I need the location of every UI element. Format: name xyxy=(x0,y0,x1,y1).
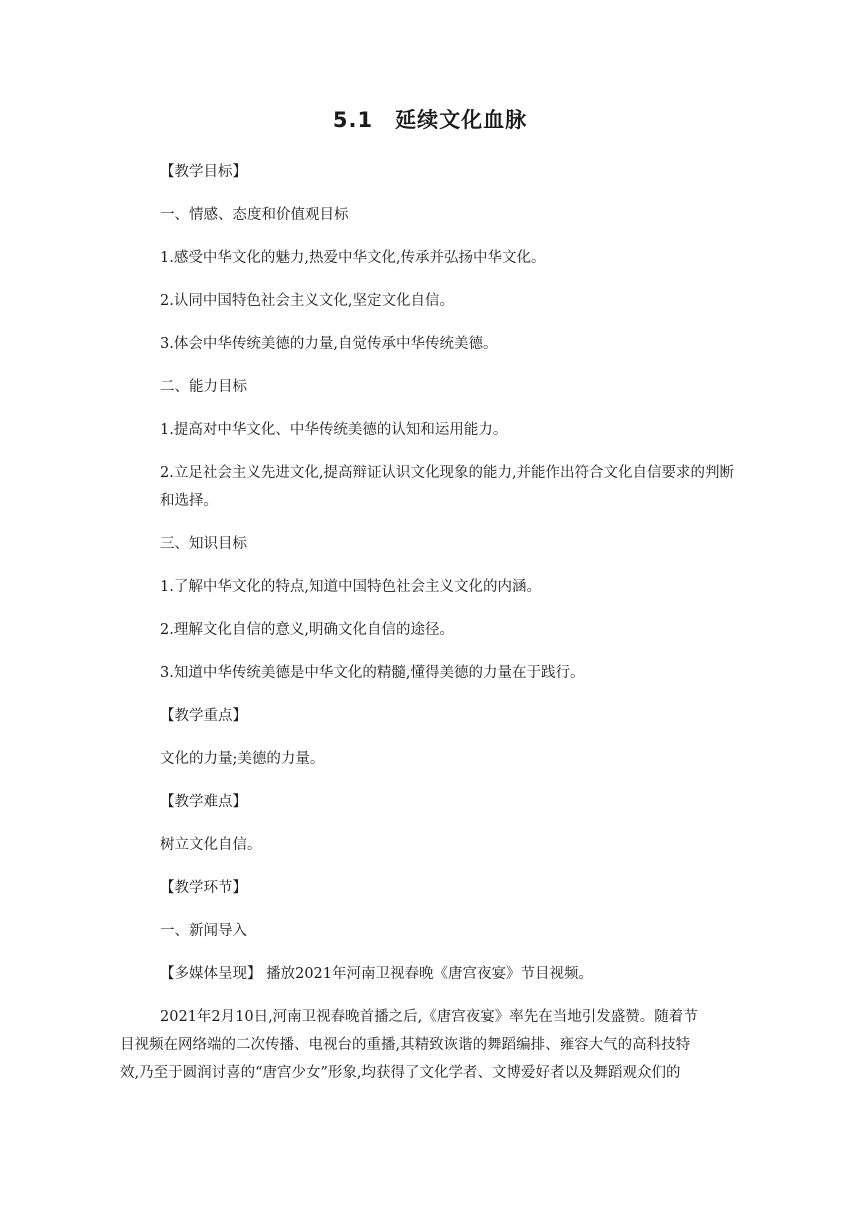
paragraph-wrap xyxy=(160,459,740,515)
section-heading-1: 一、情感、态度和价值观目标 xyxy=(160,207,349,223)
paragraph: 树立文化自信。 xyxy=(160,837,262,853)
title-text: 延续文化血脉 xyxy=(395,108,528,132)
document-body xyxy=(120,158,740,1102)
paragraph: 1.感受中华文化的魅力,热爱中华文化,传承并弘扬中华文化。 xyxy=(160,250,546,266)
section-heading-3: 三、知识目标 xyxy=(160,536,247,552)
paragraph: 1.提高对中华文化、中华传统美德的认知和运用能力。 xyxy=(160,422,508,438)
section-heading-2: 二、能力目标 xyxy=(160,379,247,395)
heading-difficult-points: 【教学难点】 xyxy=(160,794,247,810)
heading-key-points: 【教学重点】 xyxy=(160,708,247,724)
paragraph-multimedia: 【多媒体呈现】 播放2021年河南卫视春晚《唐宫夜宴》节目视频。 xyxy=(160,966,594,982)
paragraph: 文化的力量;美德的力量。 xyxy=(160,751,325,767)
paragraph: 2.理解文化自信的意义,明确文化自信的途径。 xyxy=(160,622,454,638)
section-heading-news: 一、新闻导入 xyxy=(160,923,247,939)
paragraph: 1.了解中华文化的特点,知道中国特色社会主义文化的内涵。 xyxy=(160,579,541,595)
paragraph: 3.知道中华传统美德是中华文化的精髓,懂得美德的力量在于践行。 xyxy=(160,665,585,681)
title-number: 5.1 xyxy=(332,108,374,132)
paragraph: 2.认同中国特色社会主义文化,坚定文化自信。 xyxy=(160,293,454,309)
paragraph: 3.体会中华传统美德的力量,自觉传承中华传统美德。 xyxy=(160,336,498,352)
page-title xyxy=(0,104,860,134)
heading-teaching-steps: 【教学环节】 xyxy=(160,880,247,896)
paragraph-news: 2021年2月10日,河南卫视春晚首播之后,《唐宫夜宴》率先在当地引发盛赞。随着节目视频在网络端的二次传播、电视台的重播,其精致诙谐的舞蹈编排、雍容大气的高科技特效,乃至于圆润讨喜的“唐宫少女”形象,均获得了文化学者、文博爱好者以及舞蹈观众们的 xyxy=(120,1009,698,1081)
paragraph-text: 2.立足社会主义先进文化,提高辩证认识文化现象的能力,并能作出符合文化自信要求的判断和选择。 xyxy=(160,465,735,509)
heading-teaching-goals: 【教学目标】 xyxy=(160,164,247,180)
